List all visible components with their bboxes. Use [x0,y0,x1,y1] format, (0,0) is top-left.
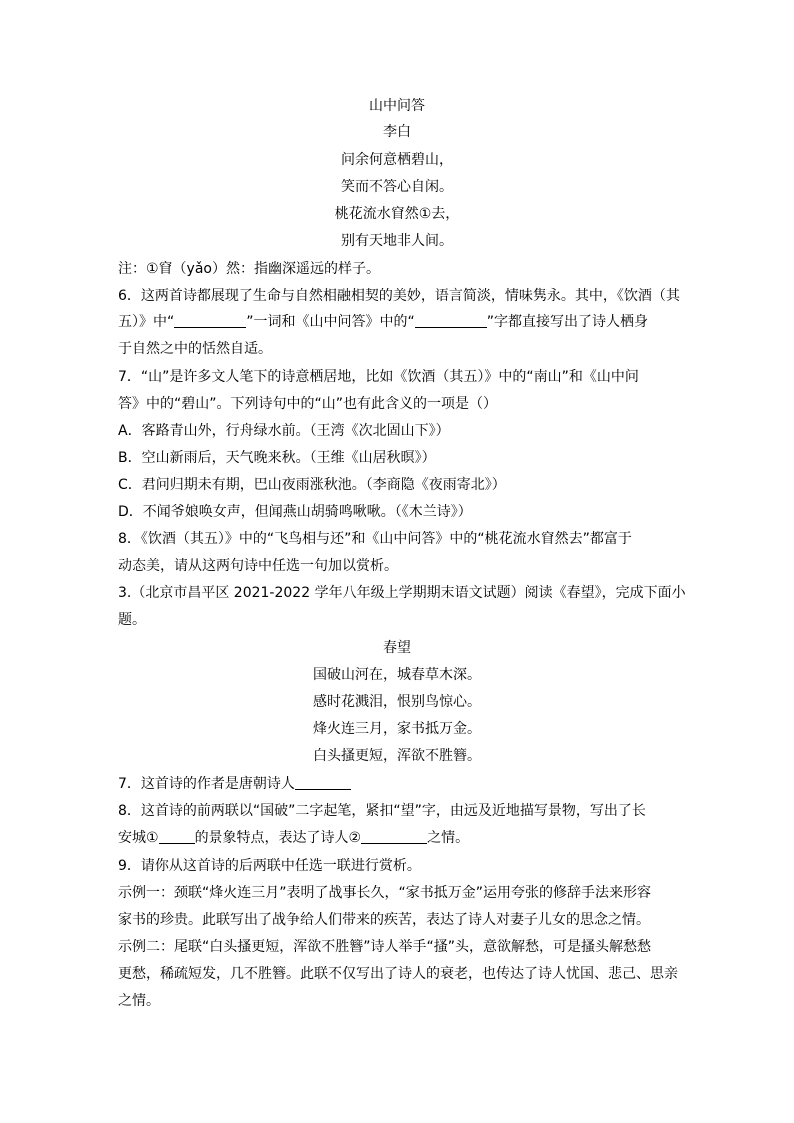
q9-example2-line-3: 之情。 [118,993,160,1009]
poem1-line-4: 别有天地非人间。 [341,233,453,249]
q8b-line-1: 8．这首诗的前两联以“国破”二字起笔，紧扣“望”字，由远及近地描写景物，写出了长 [118,803,646,819]
q7b-text: 7．这首诗的作者是唐朝诗人 [118,776,295,792]
q7-line-1: 7．“山”是许多文人笔下的诗意栖居地，比如《饮酒（其五）》中的“南山”和《山中问 [118,369,639,385]
q7-option-c: C．君问归期未有期，巴山夜雨涨秋池。（李商隐《夜雨寄北》） [118,477,506,493]
q9-example1-line-1: 示例一：颈联“烽火连三月”表明了战事长久，“家书抵万金”运用夸张的修辞手法来形容 [118,885,652,901]
q6-answer-blank-1[interactable] [174,313,246,328]
q7-line-2: 答》中的“碧山”。下列诗句中的“山”也有此含义的一项是（） [118,396,498,412]
poem2-line-2: 感时花溅泪，恨别鸟惊心。 [313,694,481,710]
poem1-line-3: 桃花流水窅然①去， [334,206,460,222]
q8b-answer-blank-2[interactable] [361,829,427,844]
poem2-line-4: 白头搔更短，浑欲不胜簪。 [313,748,481,764]
q7-option-a: A．客路青山外，行舟绿水前。（王湾《次北固山下》） [118,423,450,439]
footnote: 注：①窅（yǎo）然：指幽深遥远的样子。 [118,261,380,277]
poem1-line-2: 笑而不答心自闲。 [341,179,453,195]
section3-line-1: 3.（北京市昌平区 2021-2022 学年八年级上学期期末语文试题）阅读《春望》，完成下面小 [118,585,686,601]
q7b-answer-blank[interactable] [295,775,351,790]
q8-line-1: 8．《饮酒（其五）》中的“飞鸟相与还”和《山中问答》中的“桃花流水窅然去”都富于 [118,531,632,547]
poem1-title: 山中问答 [369,98,425,114]
q6-text-b: ”一词和《山中问答》中的“ [246,314,415,330]
q8b-answer-blank-1[interactable] [159,829,195,844]
q6-answer-blank-2[interactable] [415,313,487,328]
poem1-line-1: 问余何意栖碧山， [341,152,453,168]
q8b-text-a: 安城① [118,830,159,846]
q7-option-b: B．空山新雨后，天气晚来秋。（王维《山居秋暝》） [118,450,436,466]
q8b-text-b: 的景象特点，表达了诗人② [194,830,362,846]
q7-option-d: D．不闻爷娘唤女声，但闻燕山胡骑鸣啾啾。（《木兰诗》） [118,504,472,520]
q8b-text-c: 之情。 [427,830,470,846]
q8b-line-2 [118,828,469,848]
q9-example1-line-2: 家书的珍贵。此联写出了战争给人们带来的疾苦，表达了诗人对妻子儿女的思念之情。 [118,912,650,928]
q9-example2-line-1: 示例二：尾联“白头搔更短，浑欲不胜簪”诗人举手“搔”头，意欲解愁，可是搔头解愁愁 [118,939,652,955]
q9-line-1: 9．请你从这首诗的后两联中任选一联进行赏析。 [118,858,421,874]
poem1-author: 李白 [383,124,411,140]
poem2-line-1: 国破山河在，城春草木深。 [313,667,481,683]
q6-line-2 [118,312,648,332]
q6-line-3: 于自然之中的恬然自适。 [118,341,272,357]
poem2-title: 春望 [383,640,411,656]
q6-line-1: 6．这两首诗都展现了生命与自然相融相契的美妙，语言简淡，情味隽永。其中，《饮酒（其 [118,288,680,304]
q6-text-c: ”字都直接写出了诗人栖身 [486,314,649,330]
section3-line-2: 题。 [118,612,146,628]
poem2-line-3: 烽火连三月，家书抵万金。 [313,721,481,737]
q9-example2-line-2: 更愁，稀疏短发，几不胜簪。此联不仅写出了诗人的衰老，也传达了诗人忧国、悲己、思亲 [118,966,678,982]
q6-text-a: 五）》中“ [118,314,175,330]
q8-line-2: 动态美，请从这两句诗中任选一句加以赏析。 [118,558,398,574]
q7b-line [118,774,351,794]
